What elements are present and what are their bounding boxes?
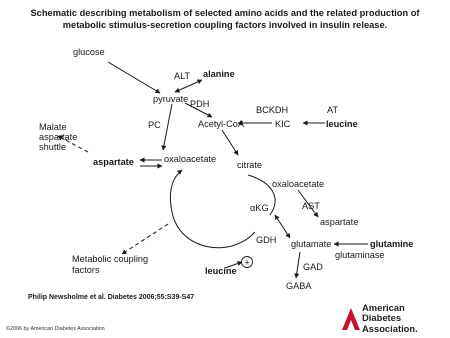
- citation: Philip Newsholme et al. Diabetes 2006;55:S39-S47: [28, 294, 195, 301]
- label-leucine-bottom: leucine: [205, 266, 237, 276]
- label-leucine-top: leucine: [326, 119, 358, 129]
- arrow-acetylcoa-citrate: [222, 130, 238, 155]
- label-akg: αKG: [250, 203, 269, 213]
- dashed-arrow-coupling-factors: [122, 224, 168, 254]
- arrow-akg-glutamate: [275, 215, 290, 238]
- label-pc: PC: [148, 120, 161, 130]
- label-bckdh: BCKDH: [256, 105, 289, 115]
- label-glucose: glucose: [73, 47, 105, 57]
- label-pyruvate: pyruvate: [153, 94, 189, 104]
- label-at: AT: [327, 105, 339, 115]
- label-gaba: GABA: [286, 281, 312, 291]
- ada-logo-line-1: American: [362, 302, 405, 313]
- arrow-glutamate-gaba: [296, 252, 300, 278]
- label-oxaloacetate-left: oxaloacetate: [164, 154, 217, 164]
- ada-logo-line-2: Diabetes: [362, 312, 402, 324]
- label-aspartate-right: aspartate: [320, 217, 359, 227]
- label-malate-shuttle-1: Malate: [39, 122, 67, 132]
- ada-logo-line-3: Association.: [362, 322, 418, 334]
- arrow-glucose-pyruvate: [108, 62, 160, 93]
- label-oxaloacetate-right: oxaloacetate: [272, 179, 325, 189]
- ada-logo-mark: [340, 303, 362, 333]
- label-gad: GAD: [303, 262, 323, 272]
- label-malate-shuttle-2: aspartate: [39, 132, 78, 142]
- label-glutamine: glutamine: [370, 239, 414, 249]
- label-aspartate-left: aspartate: [93, 157, 134, 167]
- plus-sign: +: [244, 257, 250, 268]
- ada-logo: [340, 301, 448, 337]
- label-coupling-factors-2: factors: [72, 265, 100, 275]
- label-acetyl-coa: Acetyl-CoA: [198, 119, 244, 129]
- label-pdh: PDH: [190, 99, 210, 109]
- arrow-pyruvate-oxaloacetate: [163, 104, 172, 150]
- label-kic: KIC: [275, 119, 291, 129]
- label-coupling-factors-1: Metabolic coupling: [72, 254, 149, 264]
- label-ast: AST: [302, 201, 320, 211]
- copyright: ©2006 by American Diabetes Association: [6, 326, 105, 332]
- label-malate-shuttle-3: shuttle: [39, 142, 67, 152]
- label-alanine: alanine: [203, 69, 235, 79]
- arrow-alanine-pyruvate: [175, 80, 202, 92]
- figure-title: Schematic describing metabolism of selected amino acids and the related production of metabolic stimulus-secretion coupling factors involved in insulin release.: [30, 8, 420, 30]
- label-citrate: citrate: [237, 160, 263, 170]
- ada-logo-text: [362, 303, 418, 334]
- label-gdh: GDH: [256, 235, 277, 245]
- label-glutaminase: glutaminase: [335, 250, 385, 260]
- label-alt: ALT: [174, 71, 191, 81]
- label-glutamate: glutamate: [291, 239, 332, 249]
